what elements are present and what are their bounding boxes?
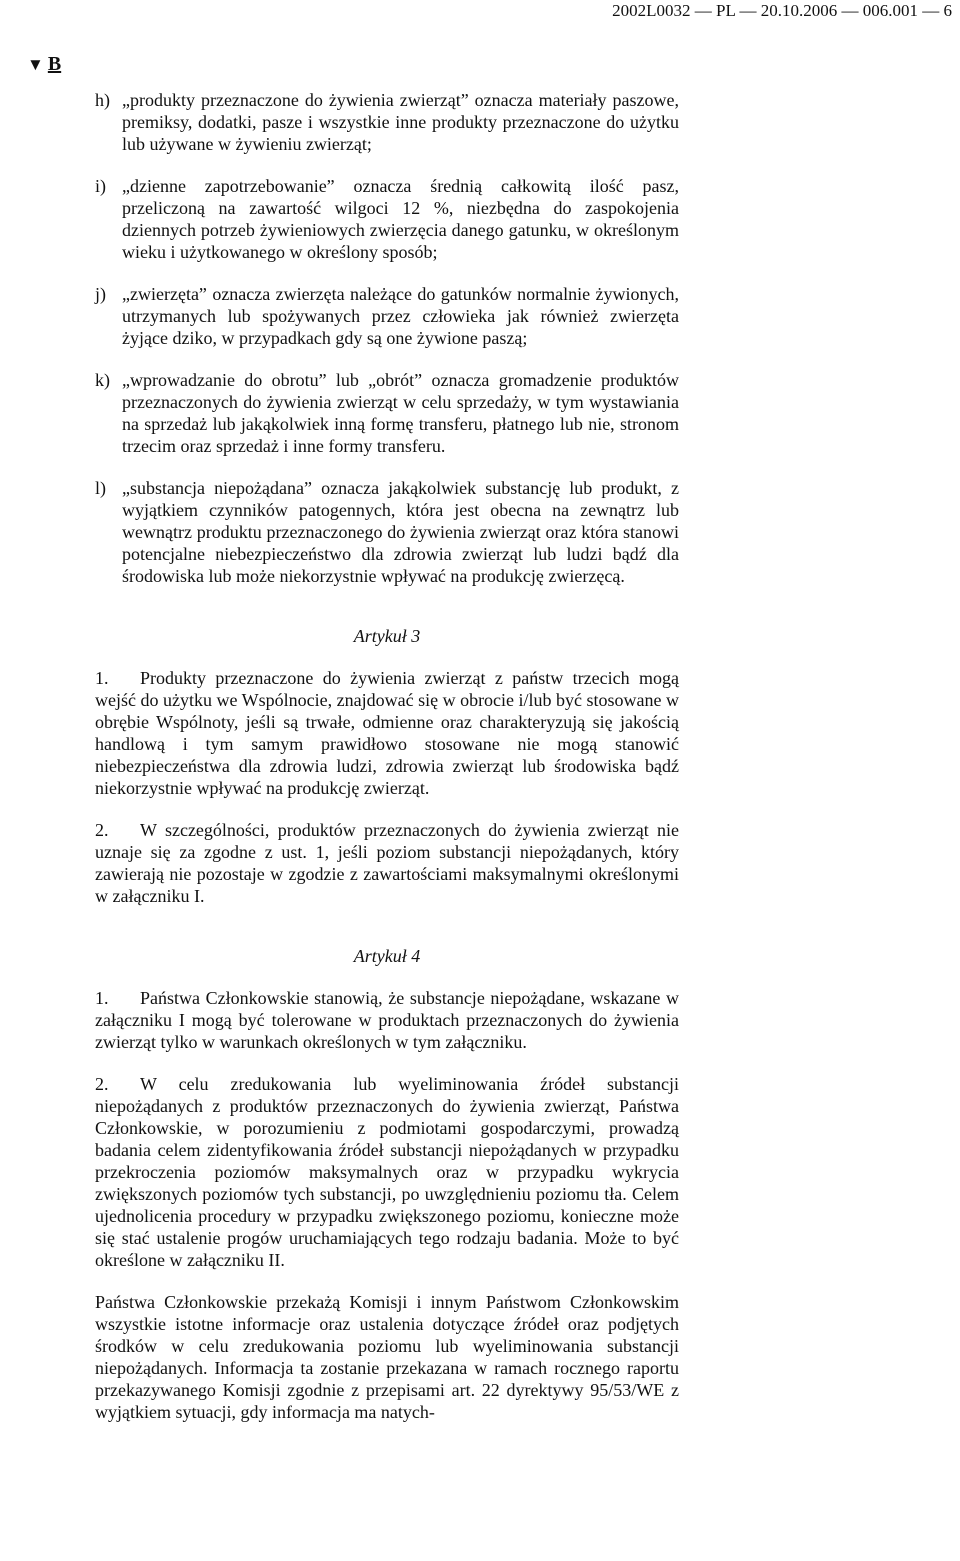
paragraph-number: 1. xyxy=(95,668,109,688)
article-3-title: Artykuł 3 xyxy=(353,626,421,646)
article-4-paragraph-2 xyxy=(95,1073,679,1271)
paragraph-number: 1. xyxy=(95,988,109,1008)
paragraph-number: 2. xyxy=(95,1074,109,1094)
amendment-marker xyxy=(27,52,61,77)
definition-item-j xyxy=(95,283,679,349)
amendment-marker-letter: B xyxy=(47,53,62,75)
paragraph-number: 2. xyxy=(95,820,109,840)
definition-item-h xyxy=(95,89,679,155)
definition-text: „substancja niepożądana” oznacza jakąkolwiek substancję lub produkt, z wyjątkiem czynników patogennych, która jest obecna na zewnątrz lub wewnątrz produktu przeznaczonego do żywienia zwierząt oraz która stanowi potencjalne niebezpieczeństwo dla zdrowia zwierząt lub ludzi bądź dla środowiska lub może niekorzystnie wpływać na produkcję zwierzęcą. xyxy=(122,478,679,586)
definition-label: i) xyxy=(95,176,106,196)
article-4-trailing-paragraph: Państwa Członkowskie przekażą Komisji i innym Państwom Członkowskim wszystkie istotne informacje oraz ustalenia dotyczące źródeł oraz podjętych środków w celu zredukowania poziomu lub wyeliminowania substancji niepożądanych. Informacja ta zostanie przekazana w ramach rocznego raportu przekazywanego Komisji zgodnie z przepisami art. 22 dyrektywy 95/53/WE z wyjątkiem sytuacji, gdy informacja ma natych- xyxy=(95,1292,679,1422)
document-reference-header: 2002L0032 — PL — 20.10.2006 — 006.001 — 6 xyxy=(612,1,952,20)
definition-label: j) xyxy=(95,284,106,304)
definition-text: „zwierzęta” oznacza zwierzęta należące do gatunków normalnie żywionych, utrzymanych lub spożywanych przez człowieka jak również zwierzęta żyjące dziko, w przypadkach gdy są one żywione paszą; xyxy=(122,284,679,348)
definition-text: „produkty przeznaczone do żywienia zwierząt” oznacza materiały paszowe, premiksy, dodatki, pasze i wszystkie inne produkty przeznaczone do użytku lub używane w żywieniu zwierząt; xyxy=(122,90,679,154)
article-4-title: Artykuł 4 xyxy=(353,946,421,966)
article-3-paragraph-1 xyxy=(95,667,679,799)
paragraph-text: Produkty przeznaczone do żywienia zwierząt z państw trzecich mogą wejść do użytku we Wspólnocie, znajdować się w obrocie i/lub być stosowane w obrębie Wspólnoty, jeśli są trwałe, odmienne oraz charakteryzują się jakością handlową i tym samym prawidłowo stosowane nie mogą stanowić niebezpieczeństwa dla zdrowia ludzi, zdrowia zwierząt lub środowiska bądź niekorzystnie wpływać na produkcję zwierząt. xyxy=(95,668,680,798)
definition-text: „wprowadzanie do obrotu” lub „obrót” oznacza gromadzenie produktów przeznaczonych do żywienia zwierząt w celu sprzedaży, w tym wystawiania na sprzedaż lub jakąkolwiek inną formę transferu, płatnego lub nie, stronom trzecim oraz sprzedaż i inne formy transferu. xyxy=(122,370,679,456)
definition-label: h) xyxy=(95,90,110,110)
definition-item-k xyxy=(95,369,679,457)
definition-label: k) xyxy=(95,370,110,390)
paragraph-text: W celu zredukowania lub wyeliminowania źródeł substancji niepożądanych z produktów przeznaczonych do żywienia zwierząt, Państwa Członkowskie, w porozumieniu z podmiotami gospodarczymi, prowadzą badania celem zidentyfikowania źródeł substancji niepożądanych w przypadku przekroczenia poziomów maksymalnych oraz w przypadku wykrycia zwiększonych poziomów tych substancji, po uwzględnieniu poziomu tła. Celem ujednolicenia procedury w przypadku zwiększonego poziomu, konieczne może się stać ustalenie progów uruchamiających tego rodzaju badania. Może to być określone w załączniku II. xyxy=(95,1074,679,1270)
triangle-down-icon: ▼ xyxy=(27,55,44,74)
definition-item-l xyxy=(95,477,679,587)
paragraph-text: W szczególności, produktów przeznaczonych do żywienia zwierząt nie uznaje się za zgodne z ust. 1, jeśli poziom substancji niepożądanych, który zawierają nie pozostaje w zgodzie z zawartościami maksymalnymi określonymi w załączniku I. xyxy=(95,820,679,906)
definition-text: „dzienne zapotrzebowanie” oznacza średnią całkowitą ilość pasz, przeliczoną na zawartość wilgoci 12 %, niezbędna do zaspokojenia dziennych potrzeb żywieniowych zwierzęcia danego gatunku, w określonym wieku i użytkowanego w określony sposób; xyxy=(122,176,679,262)
article-3-paragraph-2 xyxy=(95,819,679,907)
definition-label: l) xyxy=(95,478,106,498)
definition-item-i xyxy=(95,175,679,263)
document-body xyxy=(95,89,679,1423)
article-4-paragraph-1 xyxy=(95,987,679,1053)
paragraph-text: Państwa Członkowskie stanowią, że substancje niepożądane, wskazane w załączniku I mogą być tolerowane w produktach przeznaczonych do żywienia zwierząt tylko w warunkach określonych w tym załączniku. xyxy=(95,988,679,1052)
